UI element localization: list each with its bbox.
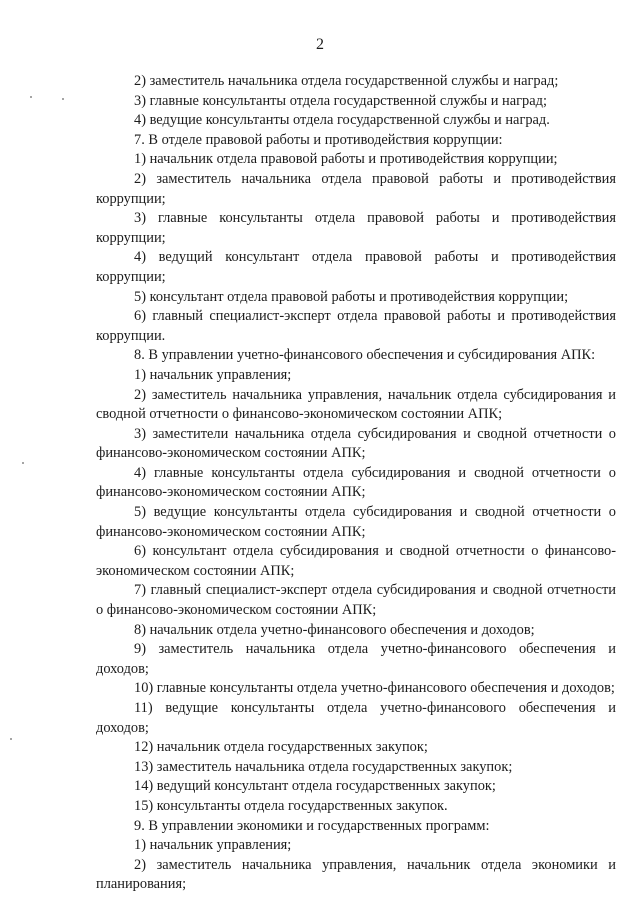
list-item: 3) заместители начальника отдела субсидирования и сводной отчетности о финансово-экономическом состоянии АПК;: [96, 425, 616, 462]
list-item: 1) начальник отдела правовой работы и противодействия коррупции;: [134, 151, 558, 168]
list-item: 1) начальник управления;: [134, 366, 292, 383]
scan-speck: [22, 462, 24, 464]
list-item: 4) главные консультанты отдела субсидирования и сводной отчетности о финансово-экономическом состоянии АПК;: [96, 464, 616, 501]
list-item: 14) ведущий консультант отдела государственных закупок;: [134, 778, 496, 795]
list-item: 2) заместитель начальника отдела правовой работы и противодействия коррупции;: [96, 170, 616, 207]
list-item: 5) консультант отдела правовой работы и противодействия коррупции;: [134, 288, 569, 305]
list-item: 2) заместитель начальника управления, начальник отдела субсидирования и сводной отчетности о финансово-экономическом состоянии АПК;: [96, 386, 616, 423]
list-item: 6) главный специалист-эксперт отдела правовой работы и противодействия коррупции.: [96, 308, 616, 344]
list-item: 10) главные консультанты отдела учетно-финансового обеспечения и доходов;: [134, 680, 615, 697]
list-item: 3) главные консультанты отдела государственной службы и наград;: [134, 92, 547, 109]
list-item: 2) заместитель начальника отдела государственной службы и наград;: [134, 73, 559, 89]
scan-speck: [10, 738, 12, 740]
section-heading: 9. В управлении экономики и государственных программ:: [134, 817, 490, 834]
list-item: 8) начальник отдела учетно-финансового обеспечения и доходов;: [134, 621, 535, 638]
list-item: 4) ведущий консультант отдела правовой работы и противодействия коррупции;: [96, 249, 616, 285]
section-heading: 8. В управлении учетно-финансового обеспечения и субсидирования АПК:: [134, 347, 596, 364]
list-item: 3) главные консультанты отдела правовой работы и противодействия коррупции;: [96, 210, 616, 246]
page-number: 2: [316, 36, 324, 53]
list-item: 13) заместитель начальника отдела государственных закупок;: [134, 758, 513, 775]
scan-speck: [30, 96, 32, 98]
scan-speck: [62, 98, 64, 100]
document-body: [96, 72, 616, 895]
list-item: 15) консультанты отдела государственных закупок.: [134, 797, 448, 814]
list-item: 5) ведущие консультанты отдела субсидирования и сводной отчетности о финансово-экономическом состоянии АПК;: [96, 504, 616, 540]
list-item: 2) заместитель начальника управления, начальник отдела экономики и планирования;: [96, 856, 616, 893]
list-item: 12) начальник отдела государственных закупок;: [134, 739, 428, 756]
list-item: 9) заместитель начальника отдела учетно-финансового обеспечения и доходов;: [96, 641, 616, 677]
list-item: 6) консультант отдела субсидирования и сводной отчетности о финансово-экономическом состоянии АПК;: [96, 543, 616, 579]
list-item: 4) ведущие консультанты отдела государственной службы и наград.: [134, 112, 550, 129]
list-item: 7) главный специалист-эксперт отдела субсидирования и сводной отчетности о финансово-экономическом состоянии АПК;: [96, 582, 616, 619]
section-heading: 7. В отделе правовой работы и противодействия коррупции:: [134, 131, 503, 148]
list-item: 11) ведущие консультанты отдела учетно-финансового обеспечения и доходов;: [96, 700, 616, 736]
list-item: 1) начальник управления;: [134, 837, 292, 854]
